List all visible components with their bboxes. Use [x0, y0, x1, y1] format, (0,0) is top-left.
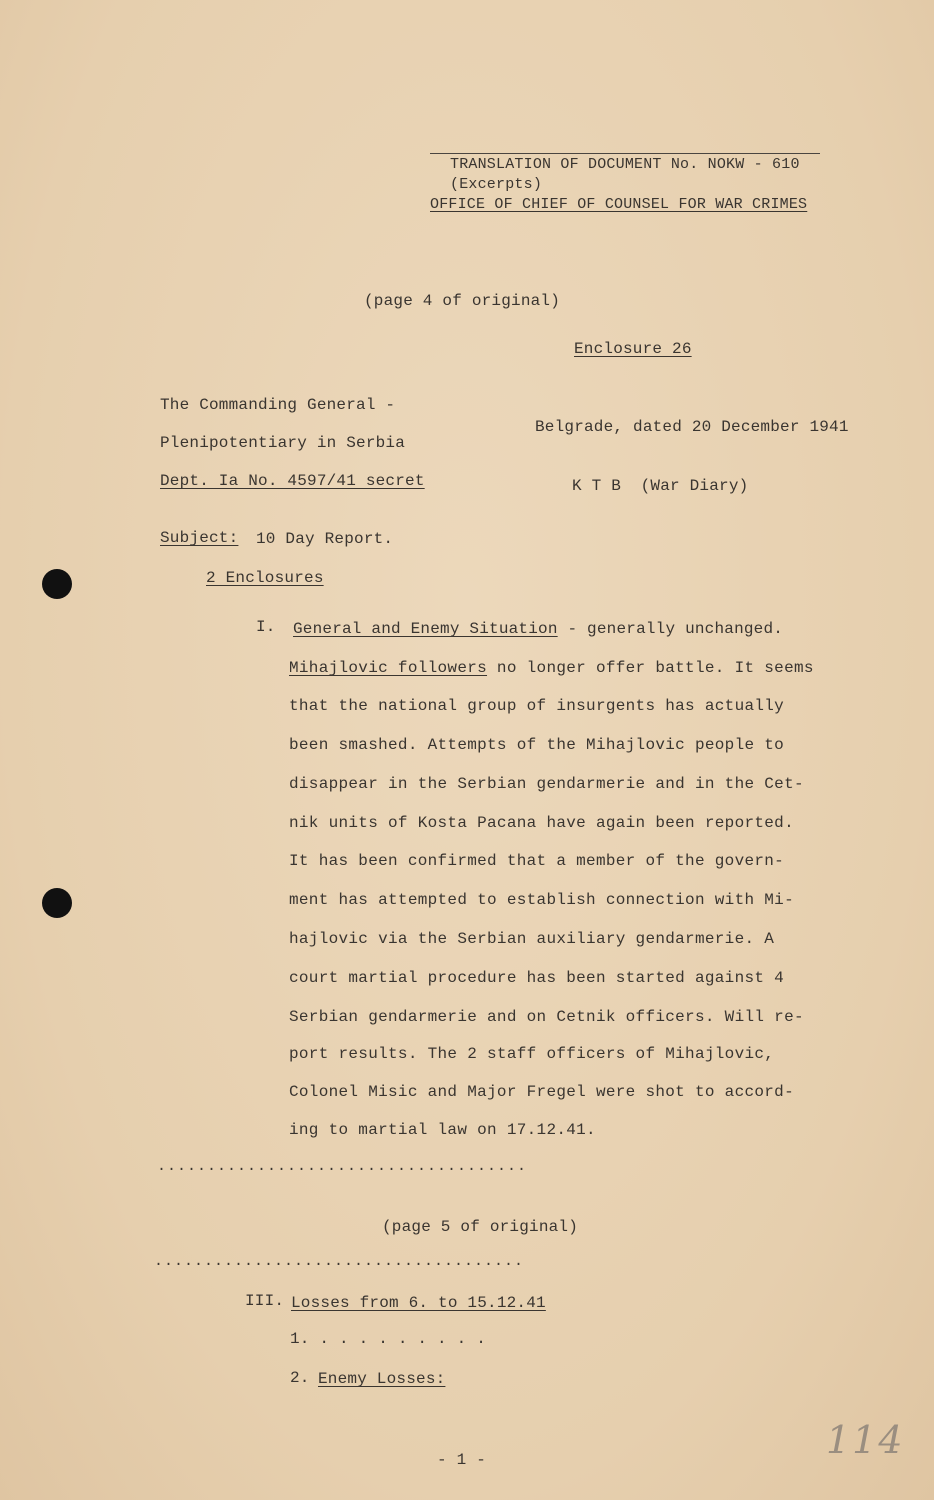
separator-dots-2: ..................................... [154, 1253, 525, 1270]
subject-label: Subject: [160, 529, 239, 547]
section-3-number: III. [245, 1292, 285, 1310]
section-1-line-rest: no longer offer battle. It seems [487, 659, 814, 677]
subject-text: 10 Day Report. [256, 530, 394, 548]
section-3-heading: Losses from 6. to 15.12.41 [291, 1294, 546, 1312]
office-title: OFFICE OF CHIEF OF COUNSEL FOR WAR CRIMES [430, 196, 808, 213]
translation-title: TRANSLATION OF DOCUMENT No. NOKW - 610 [450, 156, 800, 173]
section-1-line: disappear in the Serbian gendarmerie and in the Cet- [289, 775, 804, 793]
section-1-line: It has been confirmed that a member of the govern- [289, 852, 785, 870]
section-1-line: Serbian gendarmerie and on Cetnik officers. Will re- [289, 1008, 804, 1026]
section-1-line: court martial procedure has been started against 4 [289, 969, 785, 987]
sender-line-1: The Commanding General - [160, 396, 396, 414]
section-1-heading-rest: - generally unchanged. [557, 620, 784, 638]
section-3-item-2-label: Enemy Losses: [318, 1370, 446, 1388]
place-date: Belgrade, dated 20 December 1941 [535, 418, 849, 436]
punch-hole-top [42, 569, 72, 599]
page-number: - 1 - [437, 1451, 487, 1469]
section-1-line [289, 659, 814, 677]
enclosures-count: 2 Enclosures [206, 569, 324, 587]
section-3-item-1: 1. . . . . . . . . . [290, 1330, 487, 1348]
section-1-heading-line [293, 620, 783, 638]
section-3-item-2-number: 2. [290, 1369, 310, 1387]
page-marker-4: (page 4 of original) [364, 292, 561, 310]
header-rule [430, 153, 820, 154]
punch-hole-bottom [42, 888, 72, 918]
section-1-line: ing to martial law on 17.12.41. [289, 1121, 596, 1139]
separator-dots-1: ..................................... [157, 1158, 528, 1175]
section-1-line: that the national group of insurgents has actually [289, 697, 785, 715]
ktb-label: K T B (War Diary) [572, 477, 749, 495]
section-1-line: ment has attempted to establish connection with Mi- [289, 891, 794, 909]
section-1-line: nik units of Kosta Pacana have again been reported. [289, 814, 794, 832]
excerpts-label: (Excerpts) [450, 176, 543, 193]
section-1-line: been smashed. Attempts of the Mihajlovic people to [289, 736, 785, 754]
sender-line-3: Dept. Ia No. 4597/41 secret [160, 472, 425, 490]
section-1-line: port results. The 2 staff officers of Mihajlovic, [289, 1045, 775, 1063]
page-marker-5: (page 5 of original) [382, 1218, 579, 1236]
section-1-number: I. [256, 618, 276, 636]
enclosure-label: Enclosure 26 [574, 340, 692, 358]
mihajlovic-followers-underlined: Mihajlovic followers [289, 659, 488, 677]
section-1-line: hajlovic via the Serbian auxiliary gendarmerie. A [289, 930, 775, 948]
sender-line-2: Plenipotentiary in Serbia [160, 434, 406, 452]
section-1-line: Colonel Misic and Major Fregel were shot to accord- [289, 1083, 794, 1101]
handwritten-folio-number: 114 [826, 1418, 905, 1462]
section-1-heading: General and Enemy Situation [293, 620, 558, 638]
